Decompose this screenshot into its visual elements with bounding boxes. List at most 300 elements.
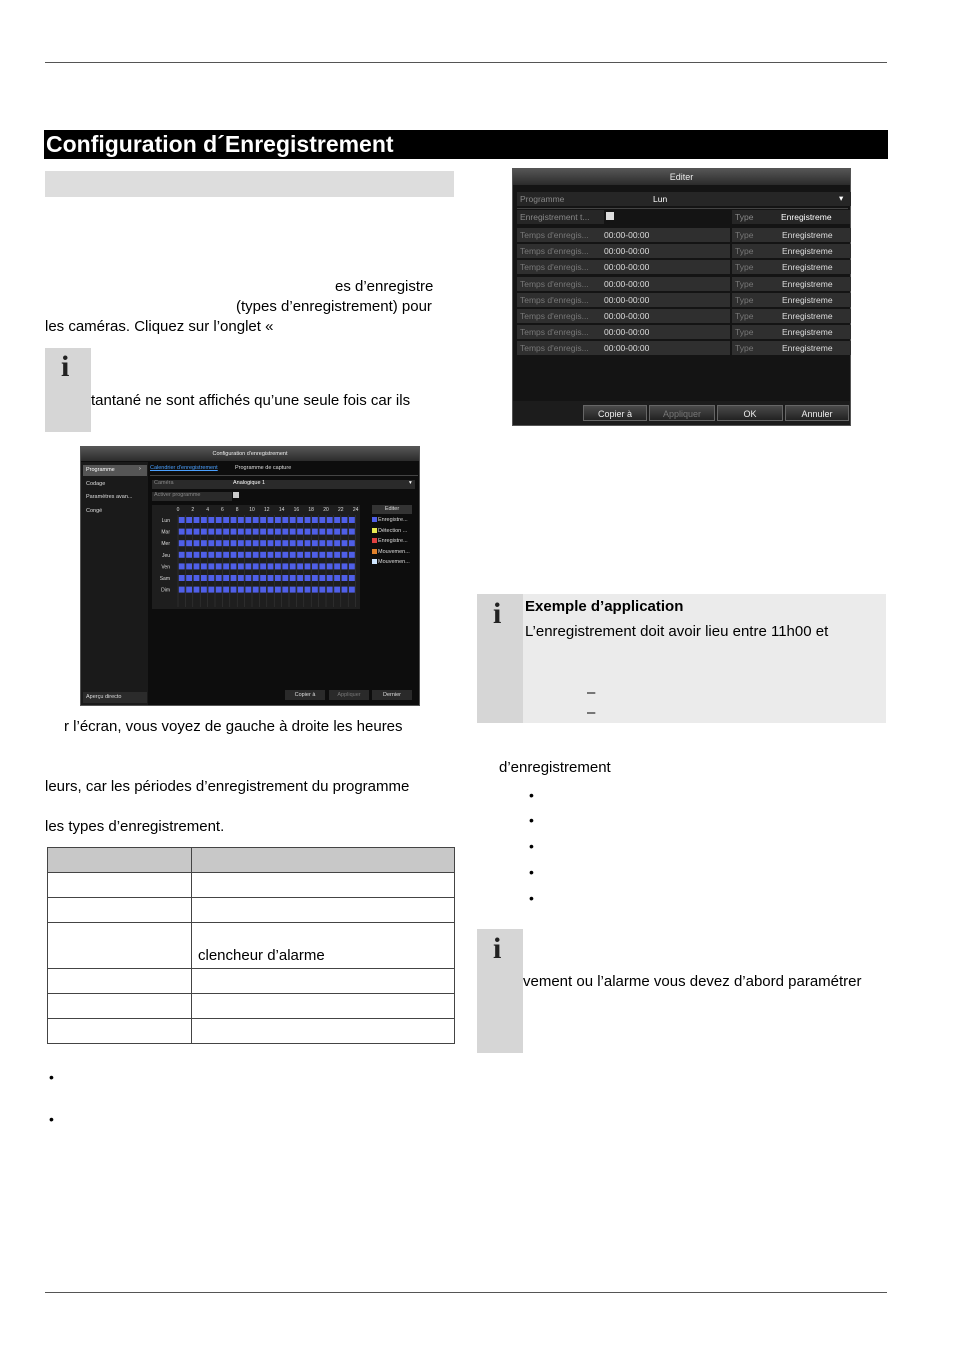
top-rule — [45, 62, 887, 63]
type-select[interactable]: Enregistreme — [779, 210, 850, 224]
info-box-1 — [45, 348, 91, 432]
schedule-cell[interactable] — [179, 540, 185, 546]
table-cell — [192, 969, 455, 994]
legend-item — [372, 549, 410, 555]
table-cell — [48, 969, 192, 994]
dash: – — [587, 684, 596, 701]
schedule-cell[interactable] — [194, 552, 200, 558]
legend-item — [372, 559, 410, 565]
schedule-cell[interactable] — [245, 552, 251, 558]
menu-apercu[interactable]: Aperçu directo — [83, 692, 147, 703]
schedule-cell[interactable] — [319, 517, 325, 523]
schedule-cell[interactable] — [290, 587, 296, 593]
time-row-label: Temps d'enregis... — [517, 341, 602, 355]
ok-button[interactable]: OK — [717, 405, 783, 421]
schedule-cell[interactable] — [253, 575, 259, 581]
tab-calendrier[interactable]: Calendrier d'enregistrement — [150, 465, 218, 471]
time-range-field[interactable]: 00:00-00:00 — [601, 293, 730, 307]
schedule-cell[interactable] — [208, 575, 214, 581]
hour-label: 0 — [176, 507, 180, 513]
schedule-cell[interactable] — [327, 517, 333, 523]
schedule-cell[interactable] — [268, 587, 274, 593]
schedule-cell[interactable] — [179, 575, 185, 581]
bullet: • — [49, 1069, 54, 1085]
schedule-cell[interactable] — [290, 540, 296, 546]
schedule-cell[interactable] — [231, 563, 237, 569]
camera-select[interactable]: Analogique 1 — [231, 480, 415, 489]
schedule-cell[interactable] — [208, 540, 214, 546]
schedule-cell[interactable] — [231, 529, 237, 535]
type-select[interactable]: Enregistreme — [779, 293, 851, 307]
schedule-cell[interactable] — [238, 563, 244, 569]
schedule-cell[interactable] — [201, 587, 207, 593]
time-range-field[interactable]: 00:00-00:00 — [601, 277, 730, 291]
activate-label: Activer programme — [152, 492, 232, 501]
schedule-cell[interactable] — [223, 587, 229, 593]
schedule-cell[interactable] — [260, 529, 266, 535]
schedule-cell[interactable] — [275, 587, 281, 593]
table-header-cell — [192, 848, 455, 873]
schedule-cell[interactable] — [349, 540, 355, 546]
time-row-label: Temps d'enregis... — [517, 244, 602, 258]
time-range-field[interactable]: 00:00-00:00 — [601, 228, 730, 242]
day-label: Jeu — [161, 552, 170, 559]
text-line-3: les caméras. Cliquez sur l’onglet « — [45, 318, 274, 335]
schedule-cell[interactable] — [297, 517, 303, 523]
edit-schedule-screenshot — [512, 168, 851, 426]
schedule-cell[interactable] — [238, 517, 244, 523]
table-cell — [192, 873, 455, 898]
schedule-cell[interactable] — [179, 587, 185, 593]
schedule-cell[interactable] — [253, 563, 259, 569]
schedule-cell[interactable] — [342, 575, 348, 581]
schedule-cell[interactable] — [268, 529, 274, 535]
schedule-cell[interactable] — [186, 517, 192, 523]
schedule-cell[interactable] — [231, 575, 237, 581]
window-title: Configuration d'enregistrement — [81, 447, 419, 461]
schedule-cell[interactable] — [319, 552, 325, 558]
info-box-3 — [477, 929, 523, 1053]
type-select[interactable]: Enregistreme — [779, 341, 851, 355]
legend-label: Détection ... — [378, 527, 408, 534]
schedule-cell[interactable] — [334, 563, 340, 569]
text-line-1: es d’enregistre — [335, 278, 434, 295]
schedule-cell[interactable] — [245, 563, 251, 569]
subsection-bar — [45, 171, 454, 197]
copy-to-button[interactable]: Copier à — [583, 405, 647, 421]
schedule-cell[interactable] — [194, 587, 200, 593]
hour-label: 16 — [293, 507, 300, 513]
apply-button[interactable]: Appliquer — [649, 405, 715, 421]
hour-label: 2 — [191, 507, 195, 513]
chevron-down-icon: ▾ — [409, 480, 412, 486]
schedule-cell[interactable] — [260, 575, 266, 581]
enreg-checkbox[interactable] — [606, 212, 614, 220]
day-label: Mar — [161, 529, 170, 536]
schedule-cell[interactable] — [327, 540, 333, 546]
type-select[interactable]: Enregistreme — [779, 244, 851, 258]
schedule-cell[interactable] — [179, 529, 185, 535]
section-title: Configuration d´Enregistrement — [44, 130, 888, 159]
copy-button[interactable]: Copier à — [285, 690, 325, 700]
schedule-cell[interactable] — [342, 517, 348, 523]
menu-parametres[interactable]: Paramètres avan... — [86, 494, 133, 500]
time-row-label: Temps d'enregis... — [517, 325, 602, 339]
schedule-cell[interactable] — [297, 587, 303, 593]
menu-codage[interactable]: Codage — [86, 481, 106, 487]
schedule-cell[interactable] — [201, 552, 207, 558]
schedule-cell[interactable] — [282, 575, 288, 581]
schedule-cell[interactable] — [194, 563, 200, 569]
schedule-cell[interactable] — [238, 529, 244, 535]
bottom-rule — [45, 1292, 887, 1293]
schedule-cell[interactable] — [305, 575, 311, 581]
schedule-cell[interactable] — [319, 575, 325, 581]
type-label: Type — [732, 260, 780, 274]
schedule-cell[interactable] — [305, 563, 311, 569]
schedule-cell[interactable] — [312, 540, 318, 546]
schedule-cell[interactable] — [342, 587, 348, 593]
schedule-cell[interactable] — [260, 517, 266, 523]
schedule-cell[interactable] — [297, 563, 303, 569]
schedule-cell[interactable] — [290, 575, 296, 581]
programme-select[interactable]: Lun — [650, 192, 851, 206]
schedule-cell[interactable] — [327, 552, 333, 558]
schedule-cell[interactable] — [282, 529, 288, 535]
schedule-cell[interactable] — [260, 540, 266, 546]
schedule-cell[interactable] — [312, 563, 318, 569]
schedule-cell[interactable] — [231, 517, 237, 523]
schedule-cell[interactable] — [297, 540, 303, 546]
legend-label: Enregistre... — [378, 517, 408, 523]
table-header-cell — [48, 848, 192, 873]
table-cell — [192, 898, 455, 923]
schedule-cell[interactable] — [334, 529, 340, 535]
chevron-down-icon: ▾ — [839, 193, 844, 203]
record-type-table — [47, 847, 455, 1044]
schedule-cell[interactable] — [238, 552, 244, 558]
schedule-cell[interactable] — [297, 529, 303, 535]
schedule-cell[interactable] — [319, 563, 325, 569]
legend-swatch — [372, 549, 377, 554]
schedule-cell[interactable] — [305, 517, 311, 523]
schedule-cell[interactable] — [275, 563, 281, 569]
right-label: d’enregistrement — [499, 759, 611, 776]
table-cell — [48, 1019, 192, 1044]
schedule-cell[interactable] — [342, 552, 348, 558]
table-cell — [48, 994, 192, 1019]
hour-label: 10 — [249, 507, 255, 513]
schedule-cell[interactable] — [327, 587, 333, 593]
schedule-cell[interactable] — [334, 540, 340, 546]
hour-label: 14 — [278, 507, 285, 513]
schedule-cell[interactable] — [349, 552, 355, 558]
type-label: Type — [732, 228, 780, 242]
time-row-label: Temps d'enregis... — [517, 293, 602, 307]
schedule-cell[interactable] — [342, 563, 348, 569]
type-label: Type — [732, 277, 780, 291]
schedule-cell[interactable] — [216, 529, 222, 535]
schedule-cell[interactable] — [208, 587, 214, 593]
time-range-field[interactable]: 00:00-00:00 — [601, 260, 730, 274]
schedule-cell[interactable] — [186, 552, 192, 558]
schedule-cell[interactable] — [201, 563, 207, 569]
schedule-cell[interactable] — [208, 552, 214, 558]
schedule-cell[interactable] — [179, 517, 185, 523]
schedule-cell[interactable] — [208, 529, 214, 535]
hour-label: 12 — [264, 507, 270, 513]
legend-swatch — [372, 528, 377, 533]
schedule-cell[interactable] — [268, 575, 274, 581]
schedule-cell[interactable] — [194, 529, 200, 535]
schedule-cell[interactable] — [245, 540, 251, 546]
schedule-cell[interactable] — [282, 563, 288, 569]
schedule-cell[interactable] — [253, 517, 259, 523]
table-cell — [192, 1019, 455, 1044]
type-select[interactable]: Enregistreme — [779, 309, 851, 323]
schedule-grid[interactable] — [152, 505, 360, 609]
schedule-cell[interactable] — [305, 552, 311, 558]
time-range-field[interactable]: 00:00-00:00 — [601, 325, 730, 339]
schedule-cell[interactable] — [260, 552, 266, 558]
hour-label: 22 — [338, 507, 344, 513]
example-title: Exemple d’application — [525, 598, 684, 615]
schedule-cell[interactable] — [216, 575, 222, 581]
schedule-cell[interactable] — [253, 540, 259, 546]
bullet: • — [49, 1111, 54, 1127]
schedule-cell[interactable] — [268, 563, 274, 569]
schedule-cell[interactable] — [216, 552, 222, 558]
legend-item — [372, 538, 408, 544]
time-range-field[interactable]: 00:00-00:00 — [601, 244, 730, 258]
schedule-cell[interactable] — [253, 587, 259, 593]
schedule-cell[interactable] — [349, 517, 355, 523]
bullet: • — [529, 787, 534, 803]
schedule-cell[interactable] — [268, 540, 274, 546]
time-row-label: Temps d'enregis... — [517, 277, 602, 291]
enreg-label: Enregistrement t... — [517, 210, 604, 224]
schedule-cell[interactable] — [349, 587, 355, 593]
table-cell: clencheur d’alarme — [192, 923, 455, 969]
legend-label: Mouvemen... — [378, 548, 410, 555]
schedule-cell[interactable] — [334, 587, 340, 593]
hour-label: 24 — [352, 507, 359, 513]
menu-conge[interactable]: Congé — [86, 508, 103, 514]
schedule-cell[interactable] — [194, 575, 200, 581]
last-button[interactable]: Dernier — [372, 690, 412, 700]
schedule-cell[interactable] — [245, 529, 251, 535]
bullet: • — [529, 864, 534, 880]
schedule-cell[interactable] — [194, 540, 200, 546]
schedule-cell[interactable] — [305, 587, 311, 593]
hour-label: 8 — [235, 507, 239, 513]
legend-item — [372, 517, 408, 523]
schedule-cell[interactable] — [223, 517, 229, 523]
schedule-cell[interactable] — [290, 529, 296, 535]
time-range-field[interactable]: 00:00-00:00 — [601, 341, 730, 355]
schedule-cell[interactable] — [290, 552, 296, 558]
schedule-cell[interactable] — [312, 587, 318, 593]
schedule-cell[interactable] — [223, 552, 229, 558]
table-cell — [48, 898, 192, 923]
schedule-cell[interactable] — [312, 552, 318, 558]
text-line-2: (types d’enregistrement) pour — [236, 298, 432, 315]
schedule-cell[interactable] — [268, 517, 274, 523]
schedule-cell[interactable] — [245, 575, 251, 581]
info-icon: i — [493, 932, 502, 965]
schedule-cell[interactable] — [238, 575, 244, 581]
schedule-cell[interactable] — [268, 552, 274, 558]
schedule-cell[interactable] — [275, 529, 281, 535]
schedule-cell[interactable] — [260, 563, 266, 569]
schedule-cell[interactable] — [334, 575, 340, 581]
schedule-cell[interactable] — [275, 552, 281, 558]
cancel-button[interactable]: Annuler — [785, 405, 849, 421]
schedule-cell[interactable] — [327, 575, 333, 581]
schedule-cell[interactable] — [297, 552, 303, 558]
day-label: Sam — [159, 576, 170, 582]
table-cell — [48, 873, 192, 898]
time-row-label: Temps d'enregis... — [517, 228, 602, 242]
schedule-cell[interactable] — [334, 552, 340, 558]
time-range-field[interactable]: 00:00-00:00 — [601, 309, 730, 323]
schedule-cell[interactable] — [342, 529, 348, 535]
type-select[interactable]: Enregistreme — [779, 260, 851, 274]
schedule-cell[interactable] — [223, 540, 229, 546]
paragraph-3: les types d’enregistrement. — [45, 818, 225, 835]
schedule-cell[interactable] — [319, 540, 325, 546]
schedule-cell[interactable] — [231, 540, 237, 546]
example-text: L’enregistrement doit avoir lieu entre 11h00 et — [525, 623, 829, 640]
edit-button[interactable]: Editer — [372, 505, 412, 514]
legend-swatch — [372, 538, 377, 543]
schedule-cell[interactable] — [349, 529, 355, 535]
legend-swatch — [372, 559, 377, 564]
schedule-cell[interactable] — [223, 575, 229, 581]
activate-checkbox[interactable] — [233, 492, 239, 498]
schedule-cell[interactable] — [253, 552, 259, 558]
bullet: • — [529, 812, 534, 828]
schedule-cell[interactable] — [201, 529, 207, 535]
schedule-cell[interactable] — [290, 517, 296, 523]
schedule-cell[interactable] — [342, 540, 348, 546]
schedule-cell[interactable] — [201, 540, 207, 546]
schedule-cell[interactable] — [312, 517, 318, 523]
schedule-cell[interactable] — [297, 575, 303, 581]
tab-capture[interactable]: Programme de capture — [235, 465, 292, 471]
schedule-cell[interactable] — [194, 517, 200, 523]
schedule-cell[interactable] — [312, 575, 318, 581]
schedule-cell[interactable] — [253, 529, 259, 535]
schedule-cell[interactable] — [223, 563, 229, 569]
schedule-cell[interactable] — [275, 575, 281, 581]
schedule-cell[interactable] — [231, 552, 237, 558]
schedule-cell[interactable] — [208, 563, 214, 569]
menu-programme[interactable]: Programme — [83, 465, 147, 476]
paragraph-2: leurs, car les périodes d’enregistrement du programme — [45, 778, 410, 795]
type-select[interactable]: Enregistreme — [779, 228, 851, 242]
schedule-cell[interactable] — [186, 540, 192, 546]
time-row-label: Temps d'enregis... — [517, 260, 602, 274]
schedule-cell[interactable] — [186, 575, 192, 581]
caption-1: r l’écran, vous voyez de gauche à droite les heures — [64, 718, 403, 735]
schedule-cell[interactable] — [282, 517, 288, 523]
hour-label: 18 — [308, 507, 314, 513]
schedule-cell[interactable] — [260, 587, 266, 593]
schedule-cell[interactable] — [282, 540, 288, 546]
table-cell — [48, 923, 192, 969]
schedule-cell[interactable] — [282, 587, 288, 593]
schedule-cell[interactable] — [319, 587, 325, 593]
schedule-cell[interactable] — [179, 563, 185, 569]
dialog-title: Editer — [513, 169, 850, 185]
schedule-cell[interactable] — [327, 529, 333, 535]
schedule-cell[interactable] — [334, 517, 340, 523]
schedule-cell[interactable] — [305, 540, 311, 546]
schedule-cell[interactable] — [275, 517, 281, 523]
schedule-cell[interactable] — [186, 529, 192, 535]
hour-label: 20 — [323, 507, 329, 513]
schedule-cell[interactable] — [216, 587, 222, 593]
apply-button[interactable]: Appliquer — [329, 690, 369, 700]
schedule-cell[interactable] — [216, 563, 222, 569]
schedule-cell[interactable] — [290, 563, 296, 569]
type-select[interactable]: Enregistreme — [779, 277, 851, 291]
schedule-cell[interactable] — [201, 517, 207, 523]
schedule-cell[interactable] — [231, 587, 237, 593]
programme-label: Programme — [517, 192, 650, 206]
day-label: Ven — [161, 564, 170, 571]
schedule-cell[interactable] — [208, 517, 214, 523]
day-label: Mer — [161, 541, 170, 548]
schedule-cell[interactable] — [186, 563, 192, 569]
schedule-cell[interactable] — [319, 529, 325, 535]
type-label: Type — [732, 309, 780, 323]
dash: – — [587, 704, 596, 721]
schedule-cell[interactable] — [238, 587, 244, 593]
schedule-cell[interactable] — [223, 529, 229, 535]
legend-swatch — [372, 517, 377, 522]
info-box-2 — [477, 594, 886, 723]
type-label: Type — [732, 210, 780, 224]
type-select[interactable]: Enregistreme — [779, 325, 851, 339]
schedule-cell[interactable] — [245, 517, 251, 523]
schedule-cell[interactable] — [305, 529, 311, 535]
schedule-cell[interactable] — [179, 552, 185, 558]
schedule-cell[interactable] — [216, 540, 222, 546]
schedule-cell[interactable] — [312, 529, 318, 535]
legend-label: Enregistre... — [378, 538, 408, 544]
hour-label: 6 — [221, 507, 224, 513]
schedule-cell[interactable] — [327, 563, 333, 569]
schedule-cell[interactable] — [275, 540, 281, 546]
schedule-cell[interactable] — [245, 587, 251, 593]
schedule-cell[interactable] — [282, 552, 288, 558]
schedule-cell[interactable] — [349, 575, 355, 581]
info-icon: i — [61, 350, 70, 383]
schedule-cell[interactable] — [216, 517, 222, 523]
chevron-right-icon: › — [139, 466, 141, 472]
table-cell — [192, 994, 455, 1019]
info-text-1: tantané ne sont affichés qu’une seule fois car ils — [91, 392, 411, 409]
bullet: • — [529, 838, 534, 854]
schedule-cell[interactable] — [201, 575, 207, 581]
schedule-cell[interactable] — [349, 563, 355, 569]
schedule-cell[interactable] — [186, 587, 192, 593]
day-label: Dim — [161, 587, 170, 594]
schedule-cell[interactable] — [238, 540, 244, 546]
camera-label: Caméra — [152, 480, 232, 489]
